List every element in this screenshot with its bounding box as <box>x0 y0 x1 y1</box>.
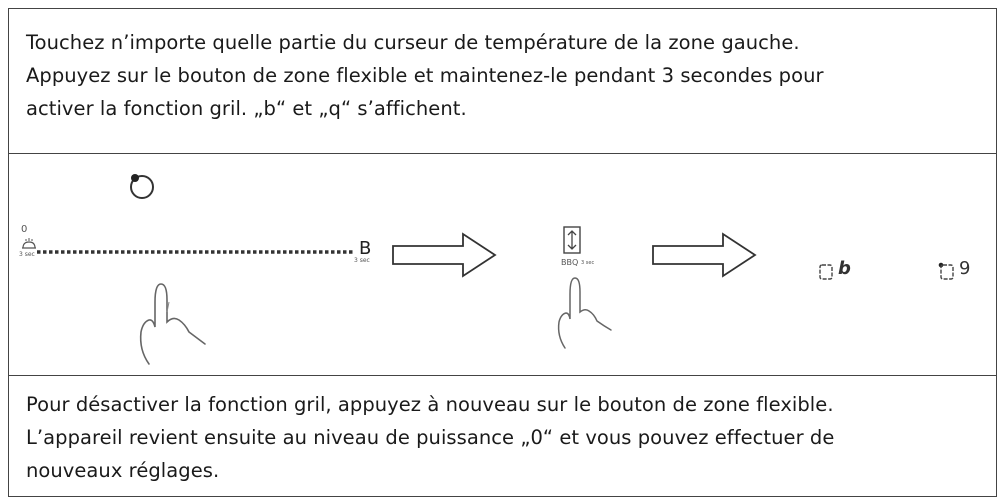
bbq-label: BBQ <box>561 258 579 267</box>
activate-grill-instructions <box>26 26 982 125</box>
slider-min-label: 0 <box>21 224 28 235</box>
display-digit-frame-icon <box>819 264 833 280</box>
instruction-line: activer la fonction gril. „b“ et „q“ s’affichent. <box>26 97 467 120</box>
instruction-line: nouveaux réglages. <box>26 459 220 482</box>
power-circle-icon <box>127 168 161 202</box>
instruction-box <box>8 8 997 497</box>
instruction-line: Appuyez sur le bouton de zone flexible et maintenez-le pendant 3 secondes pour <box>26 64 824 87</box>
display-q: 9 <box>959 258 971 279</box>
instruction-line: Pour désactiver la fonction gril, appuyez à nouveau sur le bouton de zone flexible. <box>26 393 834 416</box>
top-instructions-section <box>9 9 996 154</box>
instruction-line: L’appareil revient ensuite au niveau de puissance „0“ et vous pouvez effectuer de <box>26 426 835 449</box>
zone-heat-icon <box>20 238 38 250</box>
display-digit-frame-icon <box>938 262 954 280</box>
slider-left-duration: 3 sec <box>19 251 35 258</box>
slider-max-label: B <box>359 238 372 259</box>
temperature-slider-track <box>37 249 357 255</box>
arrow-right-icon <box>391 232 499 278</box>
bottom-instructions-section <box>9 376 996 496</box>
arrow-right-icon <box>651 232 759 278</box>
slider-right-duration: 3 sec <box>354 257 370 264</box>
finger-touch-icon <box>127 272 217 367</box>
display-b: b <box>838 258 851 279</box>
deactivate-grill-instructions <box>26 388 982 487</box>
flex-zone-button-icon <box>563 226 581 254</box>
diagram-section <box>9 154 996 376</box>
instruction-line: Touchez n’importe quelle partie du curseur de température de la zone gauche. <box>26 31 800 54</box>
bbq-duration: 3 sec <box>581 260 595 266</box>
finger-press-icon <box>549 266 619 351</box>
